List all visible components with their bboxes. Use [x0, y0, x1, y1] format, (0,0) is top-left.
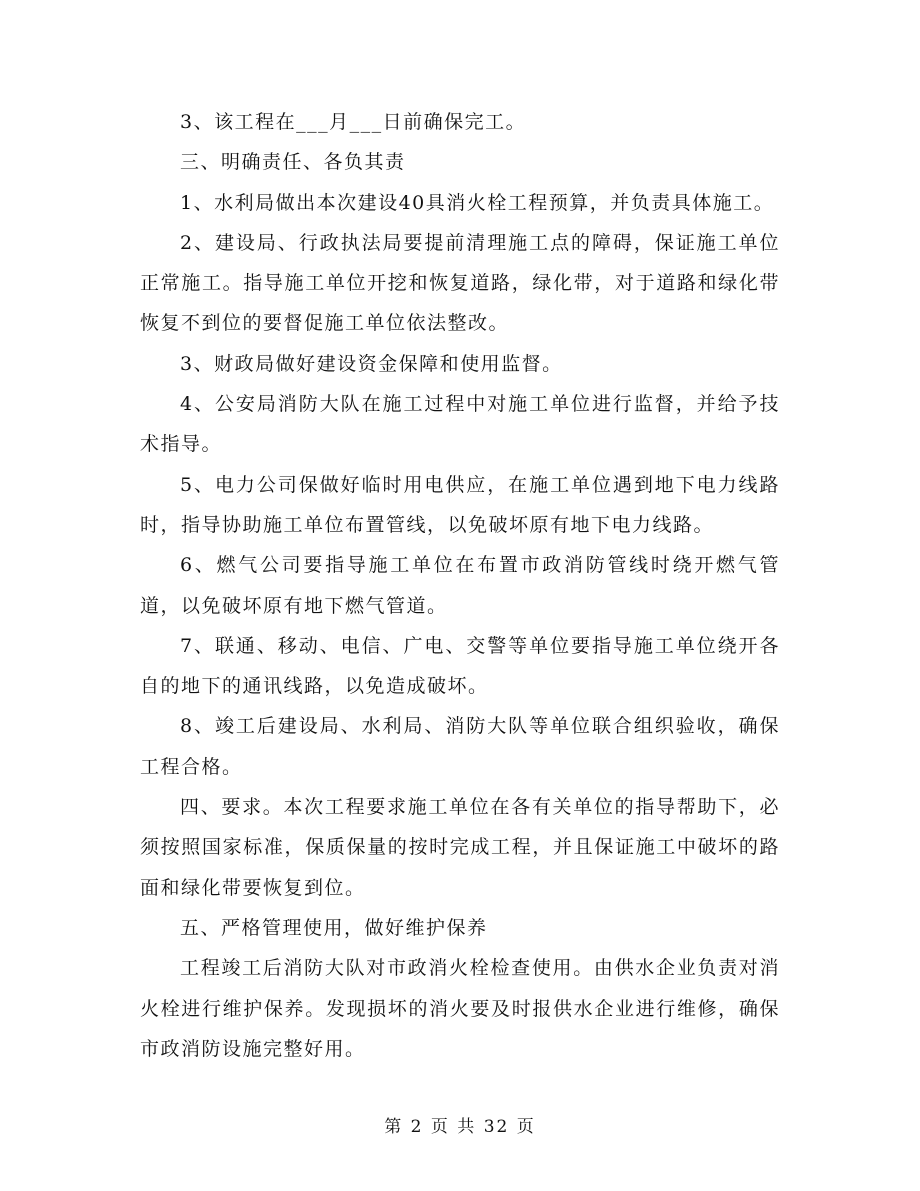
- paragraph-item-3: 3、财政局做好建设资金保障和使用监督。: [180, 352, 563, 375]
- paragraph-item-5: 5、电力公司保做好临时用电供应，在施工单位遇到地下电力线路时，指导协助施工单位布置管线，以免破坏原有地下电力线路。: [140, 473, 780, 536]
- heading-section-5: 五、严格管理使用，做好维护保养: [180, 916, 488, 939]
- paragraph-item-8: 8、竣工后建设局、水利局、消防大队等单位联合组织验收，确保工程合格。: [140, 715, 780, 778]
- document-body: [140, 102, 780, 1069]
- paragraph-item-2: 2、建设局、行政执法局要提前清理施工点的障碍，保证施工单位正常施工。指导施工单位开挖和恢复道路，绿化带，对于道路和绿化带恢复不到位的要督促施工单位依法整改。: [140, 231, 780, 335]
- paragraph-item-6: 6、燃气公司要指导施工单位在布置市政消防管线时绕开燃气管道，以免破坏原有地下燃气管道。: [140, 554, 780, 617]
- paragraph-item-7: 7、联通、移动、电信、广电、交警等单位要指导施工单位绕开各自的地下的通讯线路，以免造成破坏。: [140, 634, 780, 698]
- paragraph-completion-date: 3、该工程在___月___日前确保完工。: [180, 111, 527, 133]
- paragraph-item-4: 4、公安局消防大队在施工过程中对施工单位进行监督，并给予技术指导。: [140, 393, 780, 456]
- paragraph-maintenance: 工程竣工后消防大队对市政消火栓检查使用。由供水企业负责对消火栓进行维护保养。发现损坏的消火要及时报供水企业进行维修，确保市政消防设施完整好用。: [140, 957, 780, 1060]
- page-number-footer: 第 2 页 共 32 页: [384, 1117, 536, 1137]
- heading-section-3: 三、明确责任、各负其责: [180, 151, 406, 174]
- paragraph-item-1: 1、水利局做出本次建设40具消火栓工程预算，并负责具体施工。: [180, 191, 775, 214]
- paragraph-section-4: 四、要求。本次工程要求施工单位在各有关单位的指导帮助下，必须按照国家标准，保质保量的按时完成工程，并且保证施工中破坏的路面和绿化带要恢复到位。: [140, 796, 780, 899]
